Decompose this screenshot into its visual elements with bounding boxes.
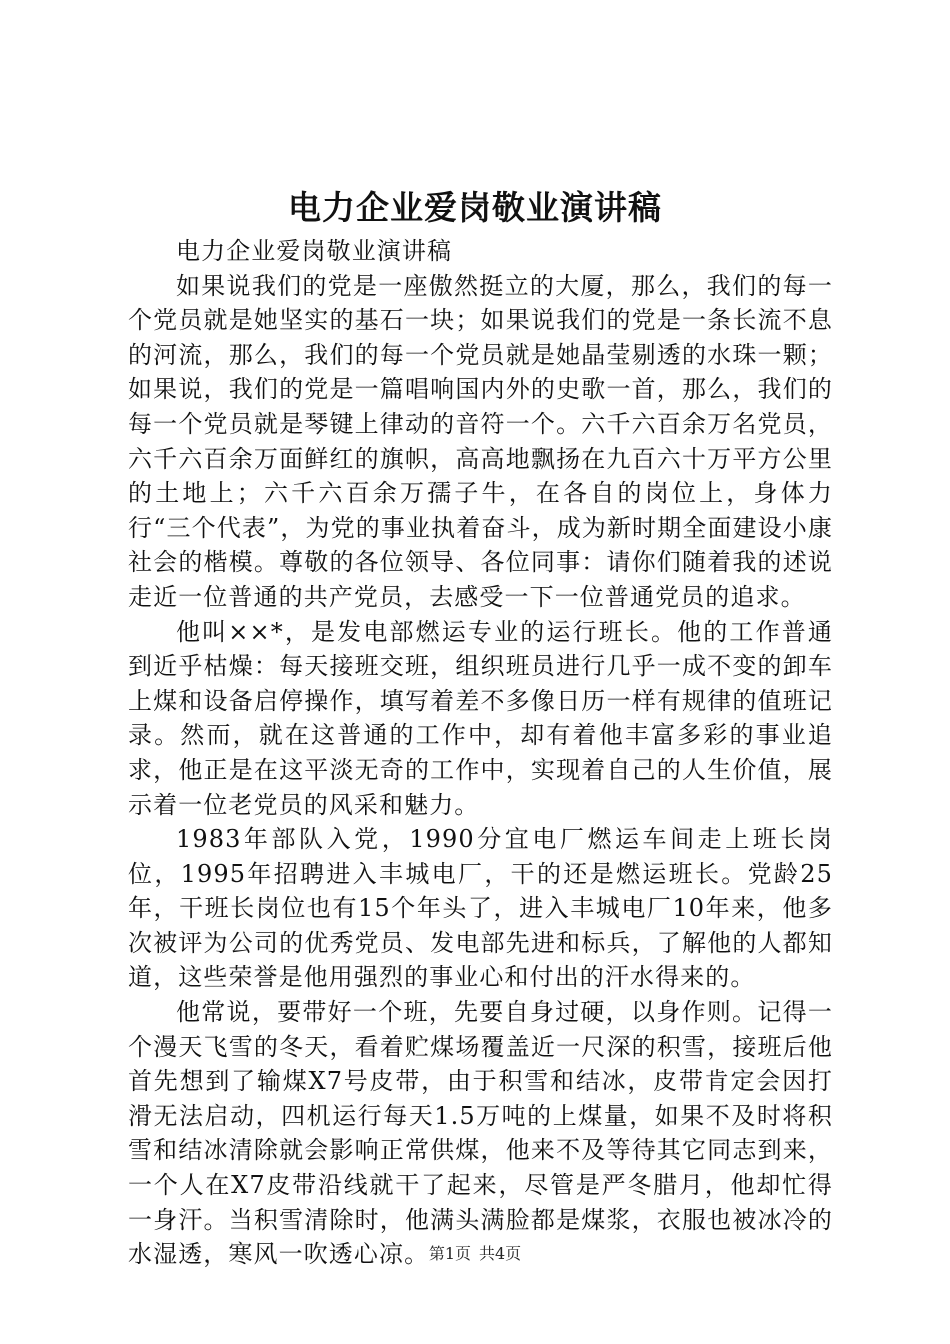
paragraph-history: 1983年部队入党，1990分宜电厂燃运车间走上班长岗位，1995年招聘进入丰城电厂，干的还是燃运班长。党龄25年，干班长岗位也有15个年头了，进入丰城电厂10年来，他多次被评为公司的优秀党员、发电部先进和标兵，了解他的人都知道，这些荣誉是他用强烈的事业心和付出的汗水得来的。	[128, 825, 833, 992]
document-title: 电力企业爱岗敬业演讲稿	[288, 188, 662, 227]
page-number: 第1页	[428, 1244, 471, 1263]
page-total: 共4页	[479, 1244, 522, 1263]
paragraph-subtitle: 电力企业爱岗敬业演讲稿	[176, 237, 453, 265]
page-footer	[0, 1243, 950, 1265]
paragraph-profile: 他叫××*，是发电部燃运专业的运行班长。他的工作普通到近乎枯燥：每天接班交班，组织班员进行几乎一成不变的卸车上煤和设备启停操作，填写着差不多像日历一样有规律的值班记录。然而，就在这普通的工作中，却有着他丰富多彩的事业追求，他正是在这平淡无奇的工作中，实现着自己的人生价值，展示着一位老党员的风采和魅力。	[128, 617, 833, 819]
paragraph-intro: 如果说我们的党是一座傲然挺立的大厦，那么，我们的每一个党员就是她坚实的基石一块；如果说我们的党是一条长流不息的河流，那么，我们的每一个党员就是她晶莹剔透的水珠一颗；如果说，我们的党是一篇唱响国内外的史歌一首，那么，我们的每一个党员就是琴键上律动的音符一个。六千六百余万名党员，六千六百余万面鲜红的旗帜，高高地飘扬在九百六十万平方公里的土地上；六千六百余万孺子牛，在各自的岗位上，身体力行“三个代表”，为党的事业执着奋斗，成为新时期全面建设小康社会的楷模。尊敬的各位领导、各位同事：请你们随着我的述说走近一位普通的共产党员，去感受一下一位普通党员的追求。	[128, 271, 833, 611]
document-body	[128, 234, 833, 1272]
paragraph-story: 他常说，要带好一个班，先要自身过硬，以身作则。记得一个漫天飞雪的冬天，看着贮煤场覆盖近一尺深的积雪，接班后他首先想到了输煤X7号皮带，由于积雪和结冰，皮带肯定会因打滑无法启动，四机运行每天1.5万吨的上煤量，如果不及时将积雪和结冰清除就会影响正常供煤，他来不及等待其它同志到来，一个人在X7皮带沿线就干了起来，尽管是严冬腊月，他却忙得一身汗。当积雪清除时，他满头满脸都是煤浆，衣服也被冰冷的水湿透，寒风一吹透心凉。	[128, 998, 833, 1269]
